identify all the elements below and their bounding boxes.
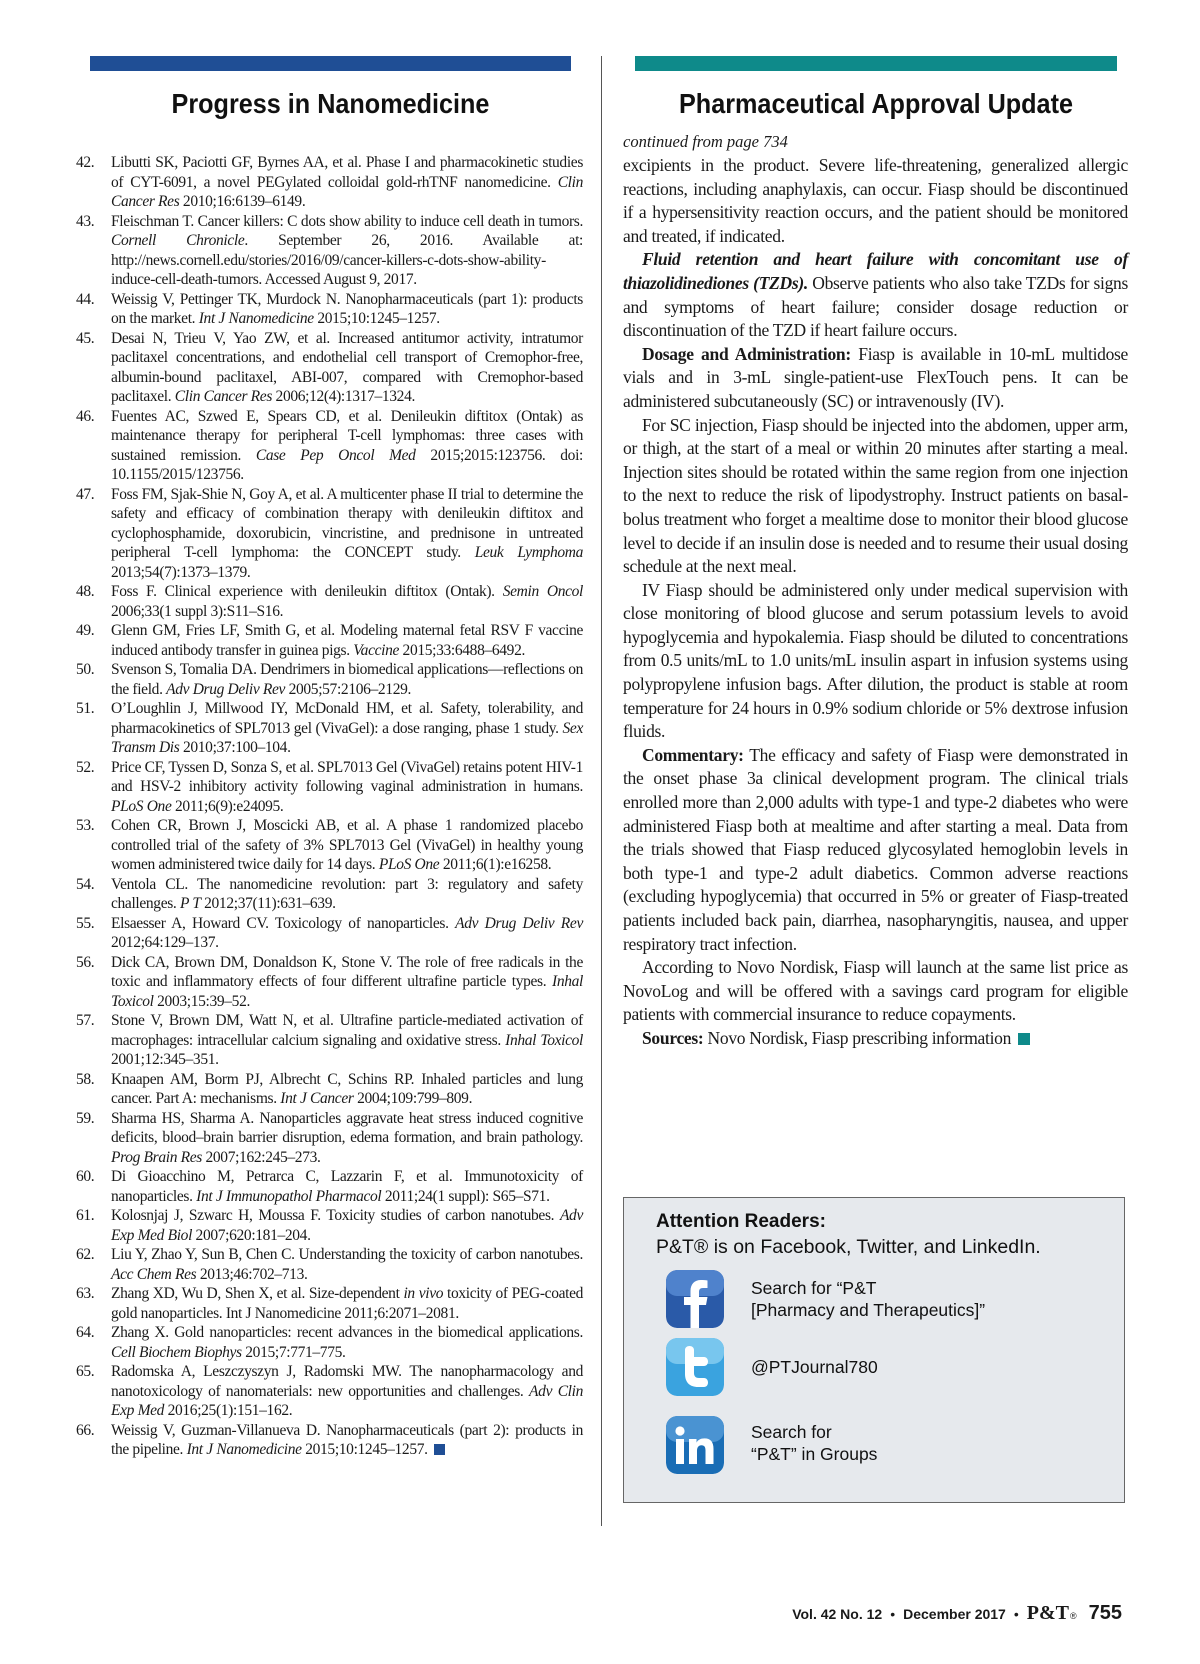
reference-text: Foss FM, Sjak-Shie N, Goy A, et al. A multicenter phase II trial to determine the safety and efficacy of combination therapy with denileukin diftitox and cyclophosphamide, doxorubicin, vincristine, and prednisone in untreated peripheral T-cell lymphoma: the CONCEPT study.: [111, 485, 583, 561]
reference-journal: Clin Cancer Res: [111, 173, 583, 210]
reference-journal: Cornell Chronicle: [111, 232, 245, 249]
right-section-title: Pharmaceutical Approval Update: [678, 88, 1073, 119]
reference-journal: Adv Drug Deliv Rev: [166, 680, 286, 698]
reference-number: 66.: [76, 1421, 95, 1439]
reference-item: [70, 1284, 583, 1323]
reference-citation: 2013;54(7):1373–1379.: [111, 563, 251, 581]
reference-item: [70, 1109, 583, 1168]
article-paragraph: Sources: Novo Nordisk, Fiasp prescribing information: [623, 1027, 1128, 1051]
page-footer: [792, 1602, 1122, 1625]
reference-citation: 2011;24(1 suppl): S65–S71.: [381, 1187, 550, 1205]
reference-text: Cohen CR, Brown J, Moscicki AB, et al. A phase 1 randomized placebo controlled trial of the safety of 3% SPL7013 Gel (VivaGel) in healthy young women administered twice daily for 14 days.: [111, 817, 583, 873]
page-number: 755: [1088, 1602, 1122, 1624]
reference-number: 56.: [76, 953, 95, 971]
reference-number: 52.: [76, 758, 95, 776]
reference-citation: 2012;37(11):631–639.: [200, 895, 336, 912]
reference-citation: 2010;16:6139–6149.: [179, 193, 306, 210]
twitter-icon[interactable]: [666, 1338, 724, 1396]
reference-item: [70, 485, 583, 583]
reference-text: Stone V, Brown DM, Watt N, et al. Ultrafine particle-mediated activation of macrophages: intracellular calcium signaling and oxidative stress.: [111, 1012, 583, 1049]
reference-citation: 2015;7:771–775.: [241, 1343, 346, 1361]
reference-text: Libutti SK, Paciotti GF, Byrnes AA, et al. Phase I and pharmacokinetic studies of CYT-6091, a novel PEGylated colloidal gold-rhTNF nanomedicine.: [111, 154, 583, 191]
article-paragraph: Commentary: The efficacy and safety of Fiasp were demonstrated in the onset phase 3a clinical development program. The clinical trials enrolled more than 2,000 adults with type-1 and type-2 diabetes who were administered Fiasp both at mealtime and after starting a meal. Data from the trials showed that Fiasp reduced glycosylated hemoglobin levels in both type-1 and type-2 adult diabetics. Common adverse reactions (excluding hypoglycemia) that occurred in 5% or greater of Fiasp-treated patients included back pain, diarrhea, nasopharyngitis, nausea, and upper respiratory tract infection.: [623, 744, 1128, 954]
reference-journal: PLoS One: [378, 856, 440, 873]
reference-text: Radomska A, Leszczyszyn J, Radomski MW. The nanopharmacology and nanotoxicology of nanomaterials: new opportunities and challenges.: [111, 1363, 583, 1400]
reference-number: 59.: [76, 1109, 95, 1127]
reference-journal: Adv Drug Deliv Rev: [455, 914, 583, 932]
reference-number: 49.: [76, 622, 95, 639]
reference-text: Fuentes AC, Szwed E, Spears CD, et al. Denileukin diftitox (Ontak) as maintenance therapy for peripheral T-cell lymphomas: three cases with sustained remission.: [111, 407, 583, 464]
reference-number: 62.: [76, 1246, 95, 1263]
subheading: Commentary:: [642, 744, 744, 765]
magazine-name: P&T: [1026, 1602, 1069, 1624]
reference-list: [70, 153, 583, 1460]
reference-citation: 2015;10:1245–1257.: [313, 310, 440, 327]
reference-text: Foss F. Clinical experience with denileukin diftitox (Ontak).: [111, 583, 503, 600]
reference-item: [70, 875, 583, 914]
reference-journal: in vivo: [403, 1285, 444, 1302]
reference-citation: 2013;46:702–713.: [196, 1265, 308, 1283]
reference-journal: Int J Nanomedicine: [186, 1441, 302, 1458]
reference-text: Zhang X. Gold nanoparticles: recent advances in the biomedical applications.: [111, 1324, 583, 1341]
left-header-bar: [90, 56, 571, 71]
reference-item: [70, 914, 583, 953]
reference-item: [70, 1206, 583, 1245]
reference-item: [70, 1011, 583, 1070]
reference-citation: . September 26, 2016. Available at: http://news.cornell.edu/stories/2016/09/cancer-killers-c-dots-show-ability-induce-cell-death-tumors. Accessed August 9, 2017.: [111, 232, 583, 288]
reference-number: 45.: [76, 329, 95, 347]
attention-readers-box: [623, 1197, 1125, 1503]
reference-journal: Inhal Toxicol: [111, 973, 583, 1010]
reference-item: [70, 407, 583, 485]
reference-citation: toxicity of PEG-coated gold nanoparticles. Int J Nanomedicine 2011;6:2071–2081.: [111, 1285, 584, 1322]
facebook-icon[interactable]: [666, 1270, 724, 1328]
reference-item: [70, 660, 583, 699]
reference-journal: Prog Brain Res: [111, 1148, 202, 1166]
reference-item: [70, 212, 583, 290]
reference-citation: 2012;64:129–137.: [111, 934, 219, 951]
reference-journal: Case Pep Oncol Med: [255, 446, 416, 464]
reference-item: [70, 1167, 583, 1206]
registered-mark: ®: [1069, 1611, 1077, 1621]
reference-item: [70, 329, 583, 407]
reference-item: [70, 699, 583, 758]
reference-journal: Inhal Toxicol: [505, 1031, 584, 1049]
attention-title: Attention Readers:: [656, 1211, 826, 1232]
reference-item: [70, 816, 583, 875]
reference-number: 54.: [76, 875, 95, 893]
reference-item: [70, 1421, 583, 1460]
reference-item: [70, 290, 583, 329]
reference-number: 60.: [76, 1168, 95, 1185]
reference-text: Fleischman T. Cancer killers: C dots show ability to induce cell death in tumors.: [111, 212, 583, 230]
reference-number: 50.: [76, 661, 95, 678]
facebook-text: Search for “P&T [Pharmacy and Therapeutics]”: [751, 1278, 986, 1320]
reference-citation: 2016;25(1):151–162.: [164, 1402, 293, 1419]
reference-item: [70, 582, 583, 621]
reference-number: 63.: [76, 1285, 95, 1302]
reference-number: 44.: [76, 290, 95, 308]
reference-journal: P T: [179, 895, 201, 912]
reference-citation: 2010;37:100–104.: [179, 739, 291, 756]
reference-citation: 2005;57:2106–2129.: [285, 680, 412, 698]
reference-journal: Adv Exp Med Biol: [111, 1207, 583, 1244]
reference-number: 43.: [76, 212, 95, 230]
reference-citation: 2003;15:39–52.: [153, 992, 250, 1010]
reference-text: Glenn GM, Fries LF, Smith G, et al. Modeling maternal fetal RSV F vaccine induced antibody transfer in guinea pigs.: [111, 622, 583, 659]
reference-text: Desai N, Trieu V, Yao ZW, et al. Increased antitumor activity, intratumor paclitaxel concentrations, and endothelial cell transport of Cremophor-free, albumin-bound paclitaxel, ABI-007, compared with Cremophor-based paclitaxel.: [111, 329, 583, 405]
reference-journal: Sex Transm Dis: [111, 719, 583, 756]
linkedin-text: Search for “P&T” in Groups: [751, 1422, 878, 1464]
reference-text: Sharma HS, Sharma A. Nanoparticles aggravate heat stress induced cognitive deficits, blood–brain barrier disruption, edema formation, and brain pathology.: [111, 1109, 583, 1146]
reference-item: [70, 758, 583, 817]
reference-citation: 2011;6(9):e24095.: [171, 797, 284, 815]
reference-item: [70, 1362, 583, 1421]
article-paragraph: Dosage and Administration: Fiasp is available in 10-mL multidose vials and in 3-mL single-patient-use FlexTouch pens. It can be administered subcutaneously (SC) or intravenously (IV).: [623, 343, 1129, 411]
reference-journal: Int J Cancer: [280, 1090, 354, 1107]
footer-bullet: •: [890, 1606, 896, 1622]
subheading: Fluid retention and heart failure with concomitant use of thiazolidinediones (TZDs).: [623, 249, 1128, 293]
article-paragraph: Fluid retention and heart failure with concomitant use of thiazolidinediones (TZDs). Observe patients who also take TZDs for signs and symptoms of heart failure; consider dosage reduction or discontinuation of the TZD if heart failure occurs.: [623, 249, 1128, 341]
subheading: Dosage and Administration:: [642, 343, 851, 364]
article-paragraph: IV Fiasp should be administered only under medical supervision with close monitoring of blood glucose and serum potassium levels to avoid hypoglycemia and hypokalemia. Fiasp should be diluted to concentrations from 0.5 units/mL to 1.0 units/mL insulin aspart in infusion systems using polypropylene infusion bags. After dilution, the product is stable at room temperature for 24 hours in 0.9% sodium chloride or 5% dextrose infusion fluids.: [623, 579, 1128, 742]
twitter-handle: @PTJournal780: [751, 1357, 878, 1377]
reference-journal: Semin Oncol: [502, 583, 583, 600]
reference-number: 65.: [76, 1363, 95, 1380]
reference-text: Knaapen AM, Borm PJ, Albrecht C, Schins RP. Inhaled particles and lung cancer. Part A: mechanisms.: [111, 1070, 583, 1107]
reference-number: 48.: [76, 583, 95, 600]
reference-text: Zhang XD, Wu D, Shen X, et al. Size-dependent: [111, 1285, 404, 1302]
continued-note: continued from page 734: [623, 132, 788, 151]
reference-number: 51.: [76, 700, 95, 717]
reference-journal: Adv Clin Exp Med: [111, 1382, 583, 1419]
reference-text: Ventola CL. The nanomedicine revolution: part 3: regulatory and safety challenges.: [111, 875, 583, 912]
reference-text: Di Gioacchino M, Petrarca C, Lazzarin F, et al. Immunotoxicity of nanoparticles.: [111, 1168, 583, 1205]
reference-citation: 2011;6(1):e16258.: [439, 856, 552, 873]
reference-number: 57.: [76, 1012, 95, 1029]
end-of-article-marker: [1018, 1033, 1030, 1045]
reference-journal: Vaccine: [353, 641, 400, 659]
reference-journal: Clin Cancer Res: [174, 388, 273, 405]
end-of-section-marker: [434, 1444, 445, 1455]
reference-citation: 2006;12(4):1317–1324.: [272, 388, 416, 405]
reference-citation: 2015;10:1245–1257.: [301, 1441, 428, 1458]
reference-citation: 2004;109:799–809.: [353, 1090, 473, 1107]
reference-text: Weissig V, Guzman-Villanueva D. Nanopharmaceuticals (part 2): products in the pipeline.: [111, 1421, 583, 1458]
reference-number: 47.: [76, 485, 95, 503]
right-header-bar: [635, 56, 1117, 71]
reference-number: 58.: [76, 1070, 95, 1088]
reference-number: 55.: [76, 914, 95, 932]
reference-text: Elsaesser A, Howard CV. Toxicology of nanoparticles.: [111, 914, 456, 932]
article-paragraph: For SC injection, Fiasp should be injected into the abdomen, upper arm, or thigh, at the start of a meal or within 20 minutes after starting a meal. Injection sites should be rotated within the same region from one injection to the next to reduce the risk of lipodystrophy. Instruct patients on basal-bolus treatment who forget a mealtime dose to monitor their blood glucose level to decide if an insulin dose is needed and to resume their usual dosing schedule at the next meal.: [623, 414, 1128, 577]
linkedin-icon[interactable]: [666, 1416, 724, 1474]
reference-citation: 2015;33:6488–6492.: [399, 641, 525, 659]
reference-item: [70, 1070, 583, 1109]
reference-number: 61.: [76, 1207, 95, 1224]
reference-journal: Cell Biochem Biophys: [111, 1343, 242, 1361]
attention-subtitle: P&T® is on Facebook, Twitter, and LinkedIn.: [656, 1236, 1041, 1258]
reference-journal: Int J Immunopathol Pharmacol: [196, 1187, 382, 1205]
reference-text: Svenson S, Tomalia DA. Dendrimers in biomedical applications—reflections on the field.: [111, 661, 583, 698]
reference-journal: Leuk Lymphoma: [474, 544, 583, 561]
article-paragraph: excipients in the product. Severe life-threatening, generalized allergic reactions, including anaphylaxis, can occur. Fiasp should be discontinued if a hypersensitivity reaction occurs, and the patient should be monitored and treated, if indicated.: [623, 155, 1128, 246]
reference-item: [70, 621, 583, 660]
reference-text: Price CF, Tyssen D, Sonza S, et al. SPL7013 Gel (VivaGel) retains potent HIV-1 and HSV-2 inhibitory activity following vaginal administration in humans.: [111, 758, 583, 795]
reference-text: Kolosnjaj J, Szwarc H, Moussa F. Toxicity studies of carbon nanotubes.: [111, 1207, 560, 1224]
reference-journal: PLoS One: [111, 797, 172, 815]
reference-text: Liu Y, Zhao Y, Sun B, Chen C. Understanding the toxicity of carbon nanotubes.: [111, 1246, 583, 1263]
article-body: [623, 132, 1128, 1051]
reference-item: [70, 953, 583, 1012]
reference-number: 64.: [76, 1324, 95, 1341]
column-divider: [601, 56, 602, 1526]
article-paragraph: According to Novo Nordisk, Fiasp will launch at the same list price as NovoLog and will be offered with a savings card program for eligible patients with commercial insurance to reduce copayments.: [623, 957, 1128, 1025]
reference-number: 46.: [76, 407, 95, 425]
reference-text: Dick CA, Brown DM, Donaldson K, Stone V. The role of free radicals in the toxic and inflammatory effects of four different ultrafine particle types.: [111, 953, 583, 990]
reference-item: [70, 153, 583, 212]
left-section-title: Progress in Nanomedicine: [171, 88, 490, 119]
reference-citation: 2015;2015:123756. doi: 10.1155/2015/123756.: [111, 446, 583, 483]
reference-citation: 2007;620:181–204.: [192, 1226, 311, 1244]
subheading: Sources:: [642, 1027, 704, 1048]
reference-item: [70, 1245, 583, 1284]
reference-citation: 2007;162:245–273.: [201, 1148, 321, 1166]
issue-date: December 2017: [903, 1606, 1006, 1622]
reference-number: 42.: [76, 154, 95, 171]
reference-journal: Acc Chem Res: [111, 1265, 197, 1283]
reference-text: O’Loughlin J, Millwood IY, McDonald HM, et al. Safety, tolerability, and pharmacokinetics of SPL7013 gel (VivaGel): a dose ranging, phase 1 study.: [111, 700, 583, 737]
reference-citation: 2006;33(1 suppl 3):S11–S16.: [111, 602, 284, 620]
reference-item: [70, 1323, 583, 1362]
reference-number: 53.: [76, 817, 95, 834]
reference-citation: 2001;12:345–351.: [111, 1051, 219, 1068]
issue-info: Vol. 42 No. 12: [792, 1606, 883, 1622]
reference-text: Weissig V, Pettinger TK, Murdock N. Nanopharmaceuticals (part 1): products on the market.: [111, 290, 583, 327]
reference-journal: Int J Nanomedicine: [198, 310, 314, 327]
footer-bullet: •: [1013, 1606, 1019, 1622]
